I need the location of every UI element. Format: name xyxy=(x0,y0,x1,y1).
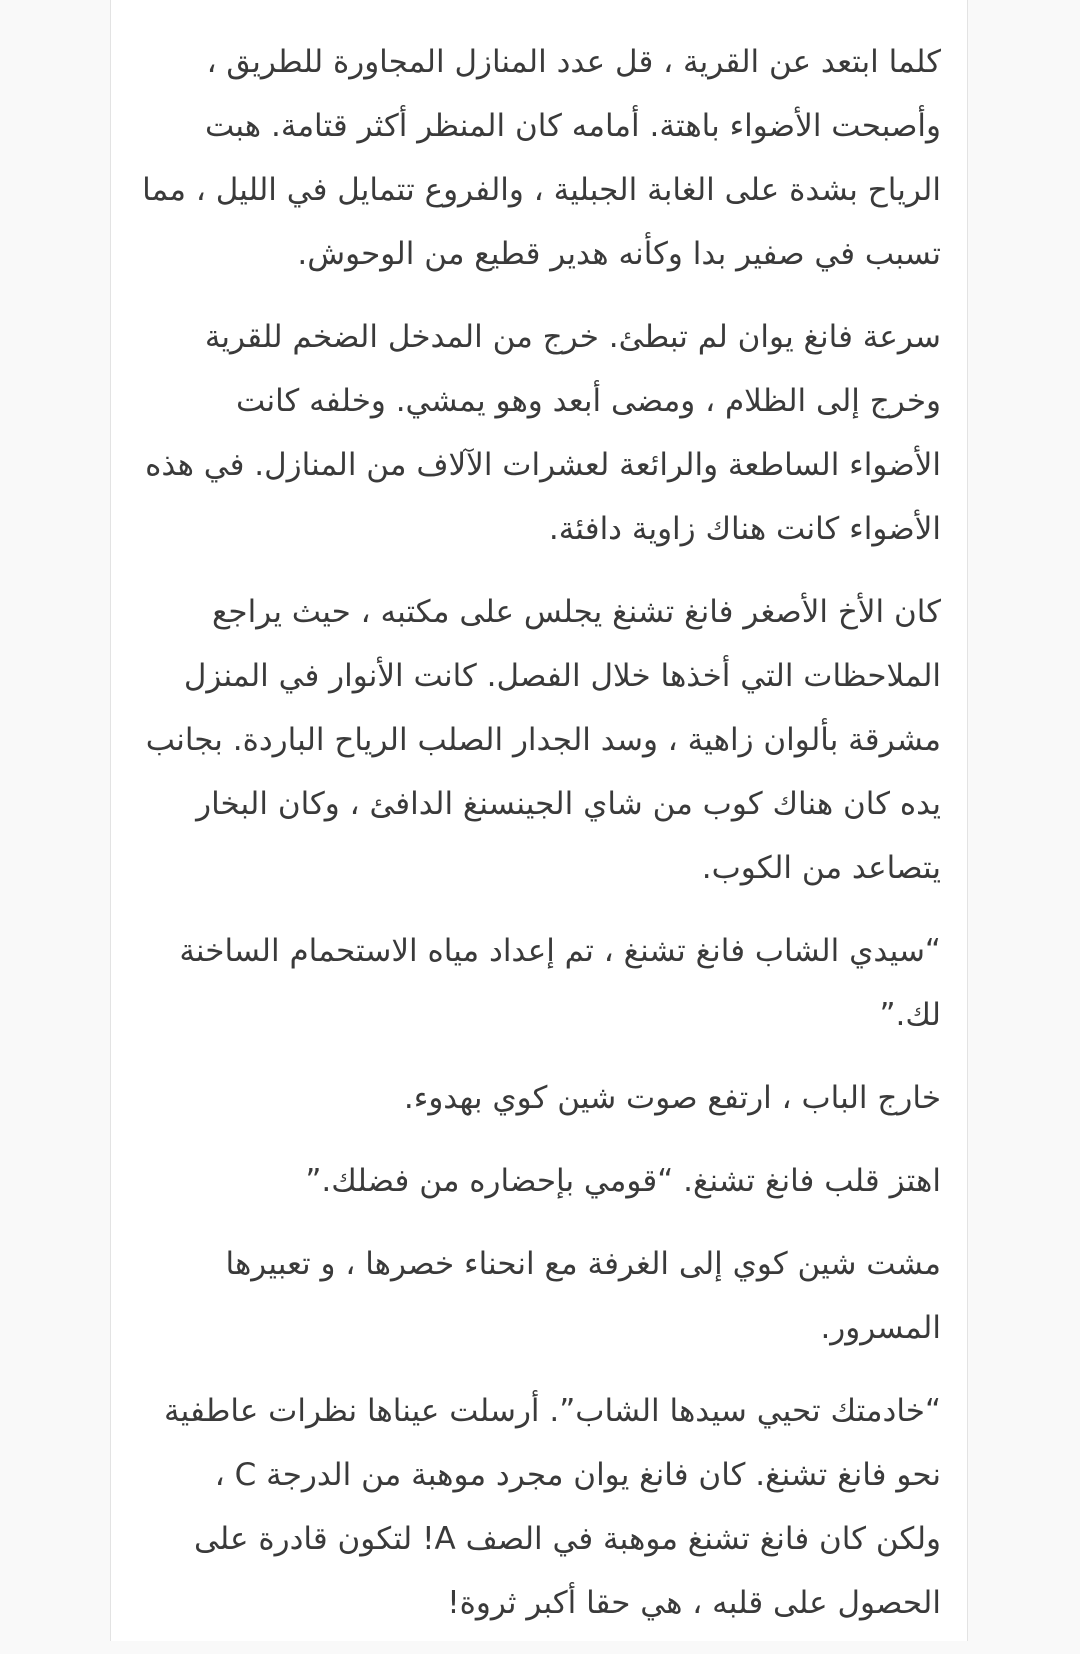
paragraph-7: مشت شين كوي إلى الغرفة مع انحناء خصرها ، و تعبيرها المسرور. xyxy=(225,1246,941,1346)
paragraph-1: كلما ابتعد عن القرية ، قل عدد المنازل المجاورة للطريق ، وأصبحت الأضواء باهتة. أمامه كان المنظر أكثر قتامة. هبت الرياح بشدة على الغابة الجبلية ، والفروع تتمايل في الليل ، مما تسبب في صفير بدا وكأنه هدير قطيع من الوحوش. xyxy=(142,44,941,272)
paragraph-5: خارج الباب ، ارتفع صوت شين كوي بهدوء. xyxy=(403,1080,941,1116)
paragraph-8: “خادمتك تحيي سيدها الشاب”. أرسلت عيناها نظرات عاطفية نحو فانغ تشنغ. كان فانغ يوان مجرد موهبة من الدرجة C ، ولكن كان فانغ تشنغ موهبة في الصف A! لتكون قادرة على الحصول على قلبه ، هي حقا أكبر ثروة! xyxy=(164,1393,941,1621)
paragraph-3: كان الأخ الأصغر فانغ تشنغ يجلس على مكتبه ، حيث يراجع الملاحظات التي أخذها خلال الفصل. كانت الأنوار في المنزل مشرقة بألوان زاهية ، وسد الجدار الصلب الرياح الباردة. بجانب يده كان هناك كوب من شاي الجينسنغ الدافئ ، وكان البخار يتصاعد من الكوب. xyxy=(145,594,941,886)
paragraph-2: سرعة فانغ يوان لم تبطئ. خرج من المدخل الضخم للقرية وخرج إلى الظلام ، ومضى أبعد وهو يمشي. وخلفه كانت الأضواء الساطعة والرائعة لعشرات الآلاف من المنازل. في هذه الأضواء كانت هناك زاوية دافئة. xyxy=(145,319,941,547)
article-body xyxy=(141,30,941,1654)
page-column xyxy=(110,0,968,1641)
paragraph-6: اهتز قلب فانغ تشنغ. “قومي بإحضاره من فضلك.” xyxy=(305,1163,941,1199)
paragraph-4: “سيدي الشاب فانغ تشنغ ، تم إعداد مياه الاستحمام الساخنة لك.” xyxy=(179,933,941,1033)
